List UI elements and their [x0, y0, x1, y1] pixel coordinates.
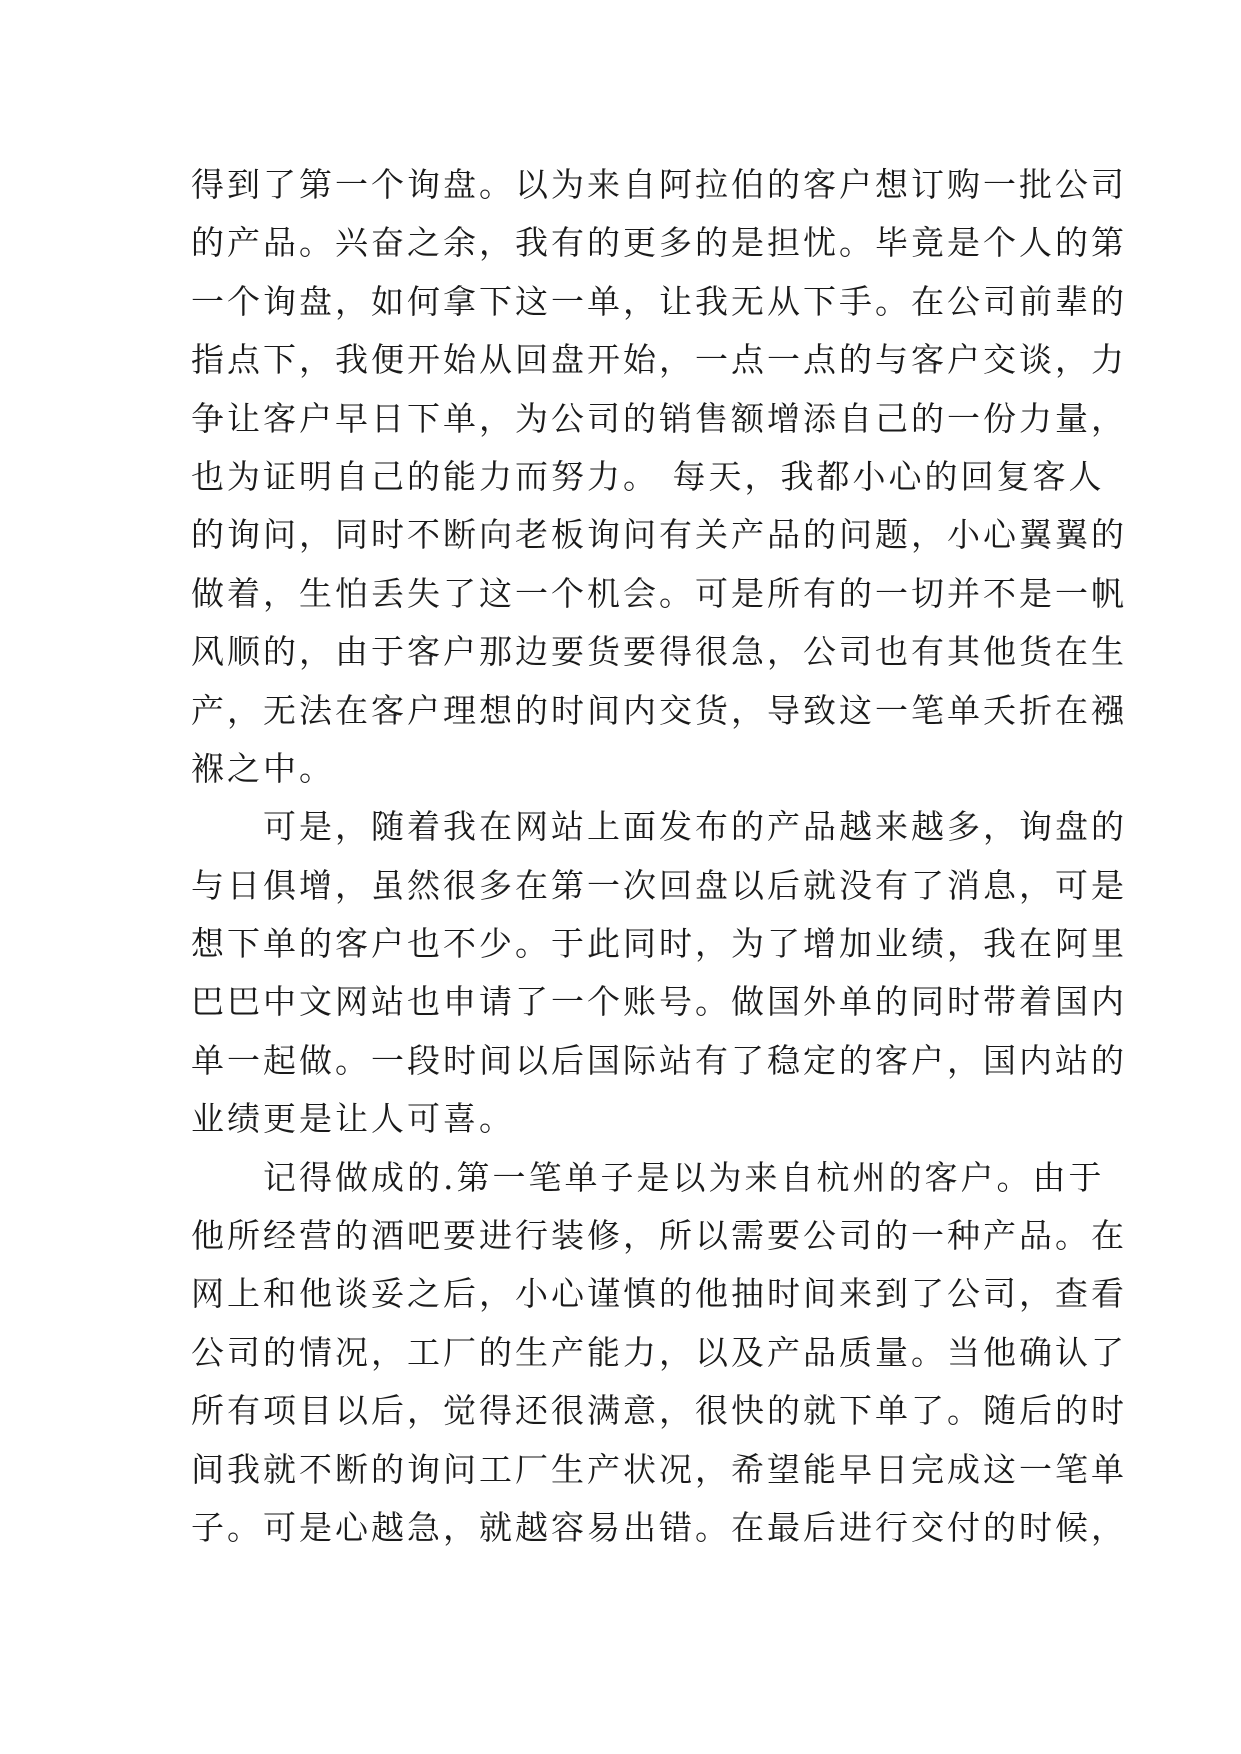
text-line: 产，无法在客户理想的时间内交货，导致这一笔单夭折在襁 — [191, 690, 1127, 730]
text-line: 得到了第一个询盘。以为来自阿拉伯的客户想订购一批公司 — [191, 165, 1127, 204]
text-line: 巴巴中文网站也申请了一个账号。做国外单的同时带着国内 — [191, 982, 1127, 1022]
text-line: 风顺的，由于客户那边要货要得很急，公司也有其他货在生 — [191, 632, 1127, 672]
paragraph-first-line: 记得做成的.第一笔单子是以为来自杭州的客户。由于 — [263, 1157, 1105, 1197]
text-line: 间我就不断的询问工厂生产状况，希望能早日完成这一笔单 — [191, 1449, 1127, 1489]
text-line: 一个询盘，如何拿下这一单，让我无从下手。在公司前辈的 — [191, 281, 1127, 321]
text-line: 做着，生怕丢失了这一个机会。可是所有的一切并不是一帆 — [191, 573, 1127, 613]
text-line: 单一起做。一段时间以后国际站有了稳定的客户，国内站的 — [191, 1040, 1127, 1080]
text-line: 子。可是心越急，就越容易出错。在最后进行交付的时候， — [191, 1507, 1127, 1547]
text-line: 的询问，同时不断向老板询问有关产品的问题，小心翼翼的 — [191, 515, 1127, 555]
text-line: 公司的情况，工厂的生产能力，以及产品质量。当他确认了 — [191, 1332, 1127, 1372]
text-line: 褓之中。 — [191, 748, 335, 788]
text-line: 想下单的客户也不少。于此同时，为了增加业绩，我在阿里 — [191, 924, 1127, 964]
text-line: 争让客户早日下单，为公司的销售额增添自己的一份力量， — [191, 398, 1127, 438]
text-line: 所有项目以后，觉得还很满意，很快的就下单了。随后的时 — [191, 1391, 1127, 1431]
body-text — [191, 156, 1127, 1557]
text-line: 网上和他谈妥之后，小心谨慎的他抽时间来到了公司，查看 — [191, 1274, 1127, 1314]
text-line: 也为证明自己的能力而努力。 每天，我都小心的回复客人 — [191, 456, 1105, 496]
text-line: 他所经营的酒吧要进行装修，所以需要公司的一种产品。在 — [191, 1216, 1127, 1256]
text-line: 业绩更是让人可喜。 — [191, 1099, 515, 1139]
text-line: 的产品。兴奋之余，我有的更多的是担忧。毕竟是个人的第 — [191, 223, 1127, 263]
paragraph-first-line: 可是，随着我在网站上面发布的产品越来越多，询盘的 — [263, 807, 1127, 847]
text-line: 与日俱增，虽然很多在第一次回盘以后就没有了消息，可是 — [191, 865, 1127, 905]
text-line: 指点下，我便开始从回盘开始，一点一点的与客户交谈，力 — [191, 340, 1127, 380]
